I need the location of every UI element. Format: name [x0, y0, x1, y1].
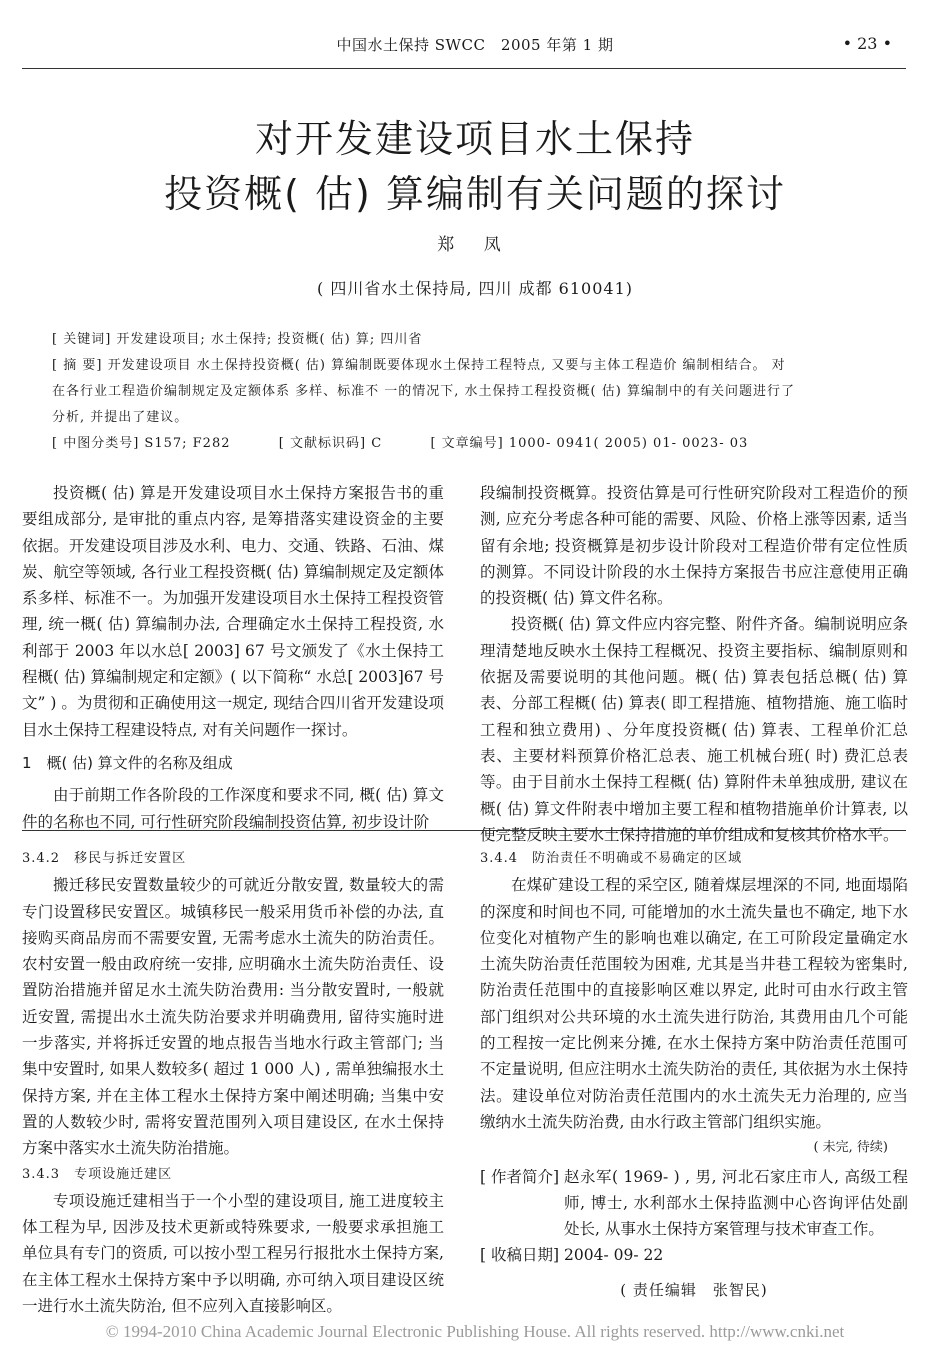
classification-row [52, 431, 902, 457]
abstract-line-2: 在各行业工程造价编制规定及定额体系 多样、标准不 一的情况下, 水土保持工程投资概( 估) 算编制中的有关问题进行了 [52, 384, 795, 399]
abstract-label: [ 摘 要] [52, 358, 103, 373]
doc-code-label: [ 文献标识码] [278, 436, 367, 451]
body-right-column [480, 480, 908, 848]
responsible-editor: ( 责任编辑 张智民) [620, 1280, 768, 1299]
author-name: 郑 凤 [437, 235, 513, 255]
intro-paragraph: 投资概( 估) 算是开发建设项目水土保持方案报告书的重要组成部分, 是审批的重点内容, 是筹措落实建设资金的主要依据。开发建设项目涉及水利、电力、交通、铁路、石油、煤炭、航空等领域, 各行业工程投资概( 估) 算编制规定及定额体系多样、标准不一。为加强开发建设项目水土保持工程投资管理, 统一概( 估) 算编制办法, 合理确定水土保持工程投资, 水利部于 2003 年以水总[ 2003] 67 号文颁发了《水土保持工程概( 估) 算编制规定和定额》( 以下简称“ 水总[ 2003]67 号文” ) 。为贯彻和正确使用这一规定, 现结合四川省开发建设项目水土保持工程建设特点, 对有关问题作一探讨。 [22, 484, 444, 739]
clc-value: S157; F282 [144, 436, 231, 451]
section-3-4-3-heading: 3.4.3 专项设施迁建区 [22, 1166, 173, 1182]
abstract-text-1: 开发建设项目 水土保持投资概( 估) 算编制既要体现水土保持工程特点, 又要与主体工程造价 编制相结合。 对 [107, 358, 786, 373]
section-3-4-3-text: 专项设施迁建相当于一个小型的建设项目, 施工进度较主体工程为早, 因涉及技术更新或特殊要求, 一般要求承担施工单位具有专门的资质, 可以按小型工程另行报批水土保持方案, 在主体工程水土保持方案中予以明确, 亦可纳入项目建设区统一进行水土流失防治, 但不应列入直接影响区。 [22, 1191, 444, 1316]
lower-right-column [480, 846, 908, 1303]
author-bio-text: 赵永军( 1969- ) , 男, 河北石家庄市人, 高级工程师, 博士, 水利部水土保持监测中心咨询评估处副处长, 从事水土保持方案管理与技术审查工作。 [564, 1167, 908, 1239]
header-divider [22, 68, 906, 69]
section-1-paragraph-1-continued: 段编制投资概算。投资估算是可行性研究阶段对工程造价的预测, 应充分考虑各种可能的需要、风险、价格上涨等因素, 适当留有余地; 投资概算是初步设计阶段对工程造价带有定位性质的测算。不同设计阶段的水土保持方案报告书应注意使用正确的投资概( 估) 算文件名称。 [480, 484, 908, 608]
keywords-row [52, 327, 902, 353]
author-bio-label: [ 作者简介] [480, 1167, 560, 1186]
section-3-4-2-text: 搬迁移民安置数量较少的可就近分散安置, 数量较大的需专门设置移民安置区。城镇移民一般采用货币补偿的办法, 直接购买商品房而不需要安置, 无需考虑水土流失的防治责任。农村安置一般由政府统一安排, 应明确水土流失防治责任、设置防治措施并留足水土流失防治费用: 当分散安置时, 一般就近安置, 需提出水土流失防治要求并明确费用, 留待实施时进一步落实, 并将拆迁安置的地点报告当地水行政主管部门; 当集中安置时, 如果人数较多( 超过 1 000 人) , 需单独编报水土保持方案, 并在主体工程水土保持方案中阐述明确; 当集中安置的人数较少时, 需将安置范围列入项目建设区, 在水土保持方案中落实水土流失防治措施。 [22, 876, 444, 1158]
section-1-heading: 1 概( 估) 算文件的名称及组成 [22, 753, 233, 772]
copyright-footer: © 1994-2010 China Academic Journal Electronic Publishing House. All rights reserved. http://www.cnki.net [105, 1322, 845, 1341]
keywords-text: 开发建设项目; 水土保持; 投资概( 估) 算; 四川省 [116, 332, 423, 347]
section-3-4-4-text: 在煤矿建设工程的采空区, 随着煤层埋深的不同, 地面塌陷的深度和时间也不同, 可能增加的水土流失量也不确定, 地下水位变化对植物产生的影响也难以确定, 在工可阶段定量确定水土流失防治责任范围较为困难, 尤其是当井巷工程较为密集时, 防治责任范围中的直接影响区难以界定, 此时可由水行政主管部门组织对公共环境的水土流失进行防治, 其费用由几个可能的工程按一定比例来分摊, 在水土保持方案中防治责任范围可不定量说明, 但应注明水土流失防治的责任, 其依据为水土保持法。建设单位对防治责任范围内的水土流失无力治理的, 应当缴纳水土流失防治费, 由水行政主管部门组织实施。 [480, 876, 908, 1131]
section-3-4-4-heading: 3.4.4 防治责任不明确或不易确定的区域 [480, 851, 743, 866]
section-1-paragraph-1: 由于前期工作各阶段的工作深度和要求不同, 概( 估) 算文件的名称也不同, 可行性研究阶段编制投资估算, 初步设计阶 [22, 786, 444, 831]
abstract-line-1 [52, 353, 902, 379]
received-date-value: 2004- 09- 22 [564, 1246, 664, 1265]
lower-left-column [22, 846, 444, 1319]
to-be-continued-note: ( 未完, 待续) [813, 1140, 888, 1156]
received-date-label: [ 收稿日期] [480, 1246, 560, 1265]
body-left-column [22, 480, 444, 835]
section-3-4-2-heading: 3.4.2 移民与拆迁安置区 [22, 851, 187, 866]
clc-label: [ 中图分类号] [52, 436, 140, 451]
article-no-label: [ 文章编号] [430, 436, 504, 451]
doc-code-value: C [371, 436, 383, 451]
column-divider [22, 830, 906, 831]
article-no-value: 1000- 0941( 2005) 01- 0023- 03 [508, 436, 749, 451]
author-affiliation: ( 四川省水土保持局, 四川 成都 610041) [317, 279, 633, 298]
journal-issue-header: 中国水土保持 SWCC 2005 年第 1 期 [336, 36, 614, 54]
page-number: • 23 • [842, 34, 892, 53]
article-title-line-2: 投资概( 估) 算编制有关问题的探讨 [164, 172, 786, 216]
abstract-line-3: 分析, 并提出了建议。 [52, 410, 189, 425]
section-1-paragraph-2: 投资概( 估) 算文件应内容完整、附件齐备。编制说明应条理清楚地反映水土保持工程概况、投资主要指标、编制原则和依据及需要说明的其他问题。概( 估) 算表包括总概( 估) 算表、分部工程概( 估) 算表( 即工程措施、植物措施、施工临时工程和独立费用) 、分年度投资概( 估) 算表、工程单价汇总表、主要材料预算价格汇总表、施工机械台班( 时) 费汇总表等。由于目前水土保持工程概( 估) 算附件未单独成册, 建议在概( 估) 算文件附表中增加主要工程和植物措施单价计算表, 以便完整反映主要水土保持措施的单价组成和复核其价格水平。 [480, 615, 908, 844]
received-date-row [480, 1242, 908, 1268]
keywords-label: [ 关键词] [52, 332, 112, 347]
author-bio-block [480, 1164, 908, 1243]
article-title-line-1: 对开发建设项目水土保持 [254, 117, 695, 161]
